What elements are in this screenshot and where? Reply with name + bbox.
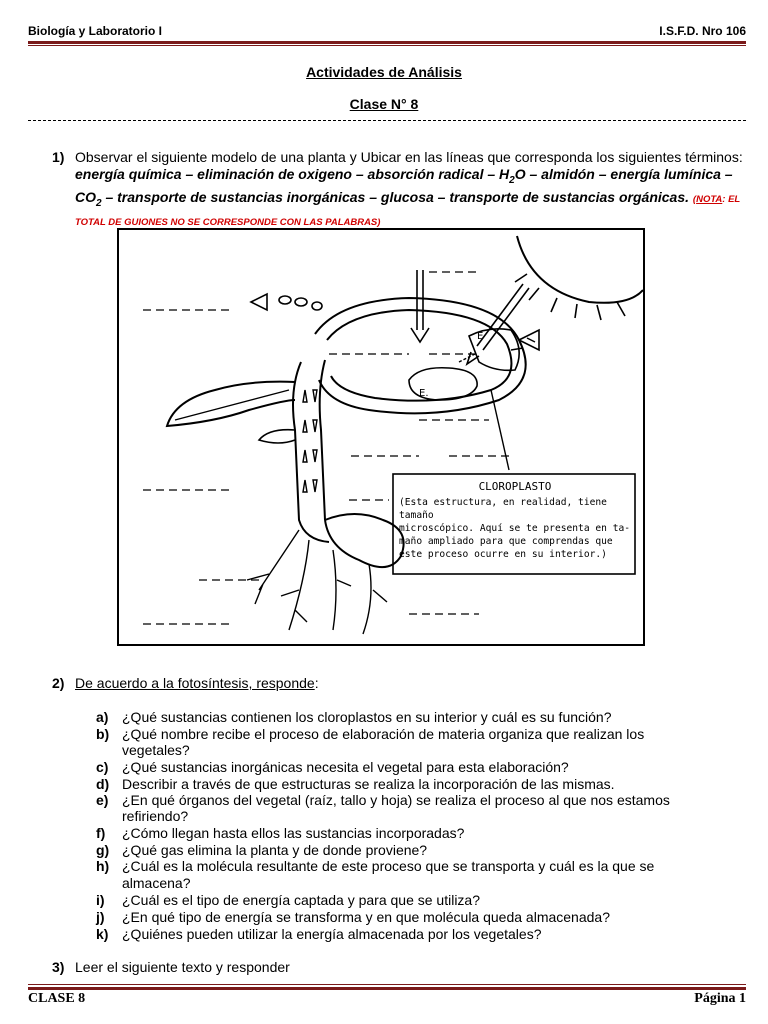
roots-icon: [247, 530, 387, 634]
clase-title: Clase N° 8: [349, 96, 419, 112]
plant-diagram: [117, 228, 645, 646]
footer-rule: [28, 987, 746, 990]
q1-h2o-h: H: [499, 166, 510, 182]
chloroplast-caption: [399, 480, 631, 561]
caption-line-3: maño ampliado para que comprendas que: [399, 536, 613, 547]
header-rule-thin: [28, 45, 746, 46]
tuber-icon: [325, 514, 404, 567]
caption-line-4: este proceso ocurre en su interior.): [399, 549, 607, 560]
q1-text: [75, 149, 745, 231]
header-rule: [28, 41, 746, 44]
q1-h2o-sub: 2: [509, 174, 515, 186]
caption-line-2: microscópico. Aquí se te presenta en ta-: [399, 523, 631, 534]
co2-arrow-icon: [411, 328, 429, 342]
page-header: [28, 24, 746, 40]
activities-title: Actividades de Análisis: [306, 64, 462, 80]
q3-number: 3): [52, 959, 65, 975]
q1-note: (NOTA: EL TOTAL DE GUIONES NO SE CORRESPONDE CON LAS PALABRAS): [75, 193, 741, 228]
q1-terms-b: energía lumínica – CO: [75, 166, 733, 205]
q2-number: 2): [52, 675, 65, 691]
left-leaf-icon: [167, 382, 295, 426]
q1-intro: Observar el siguiente modelo de una planta y Ubicar en las líneas que corresponda los siguientes términos:: [75, 149, 743, 165]
q1-co2-sub: 2: [96, 197, 102, 209]
q1-terms-a: energía química – eliminación de oxigeno – absorción radical –: [75, 166, 496, 182]
label-e2: E.: [419, 388, 429, 399]
footer-rule-thin: [28, 984, 746, 985]
label-e1: E: [477, 331, 484, 342]
small-leaf-icon: [259, 430, 295, 443]
oxygen-arrow-icon: [251, 294, 267, 310]
q1-number: 1): [52, 149, 65, 165]
q1-terms-c: – transporte de sustancias inorgánicas – glucosa – transporte de: [105, 188, 539, 205]
chloroplast-title: CLOROPLASTO: [478, 480, 552, 493]
light-arrow-icon: [477, 284, 529, 350]
dashed-separator: [28, 120, 746, 121]
caption-line-1: (Esta estructura, en realidad, tiene tamaño: [399, 497, 607, 521]
page-number: Página 1: [694, 991, 746, 1006]
footer-clase: CLASE 8: [28, 991, 86, 1006]
q2-heading: De acuerdo a la fotosíntesis, responde:: [75, 675, 319, 691]
institution-name: I.S.F.D. Nro 106: [659, 24, 746, 38]
course-name: Biología y Laboratorio I: [28, 24, 163, 38]
q1-h2o-o: O – almidón –: [514, 166, 607, 182]
q3-text: Leer el siguiente texto y responder: [75, 959, 290, 975]
q1-terms-d: sustancias orgánicas.: [542, 188, 690, 205]
